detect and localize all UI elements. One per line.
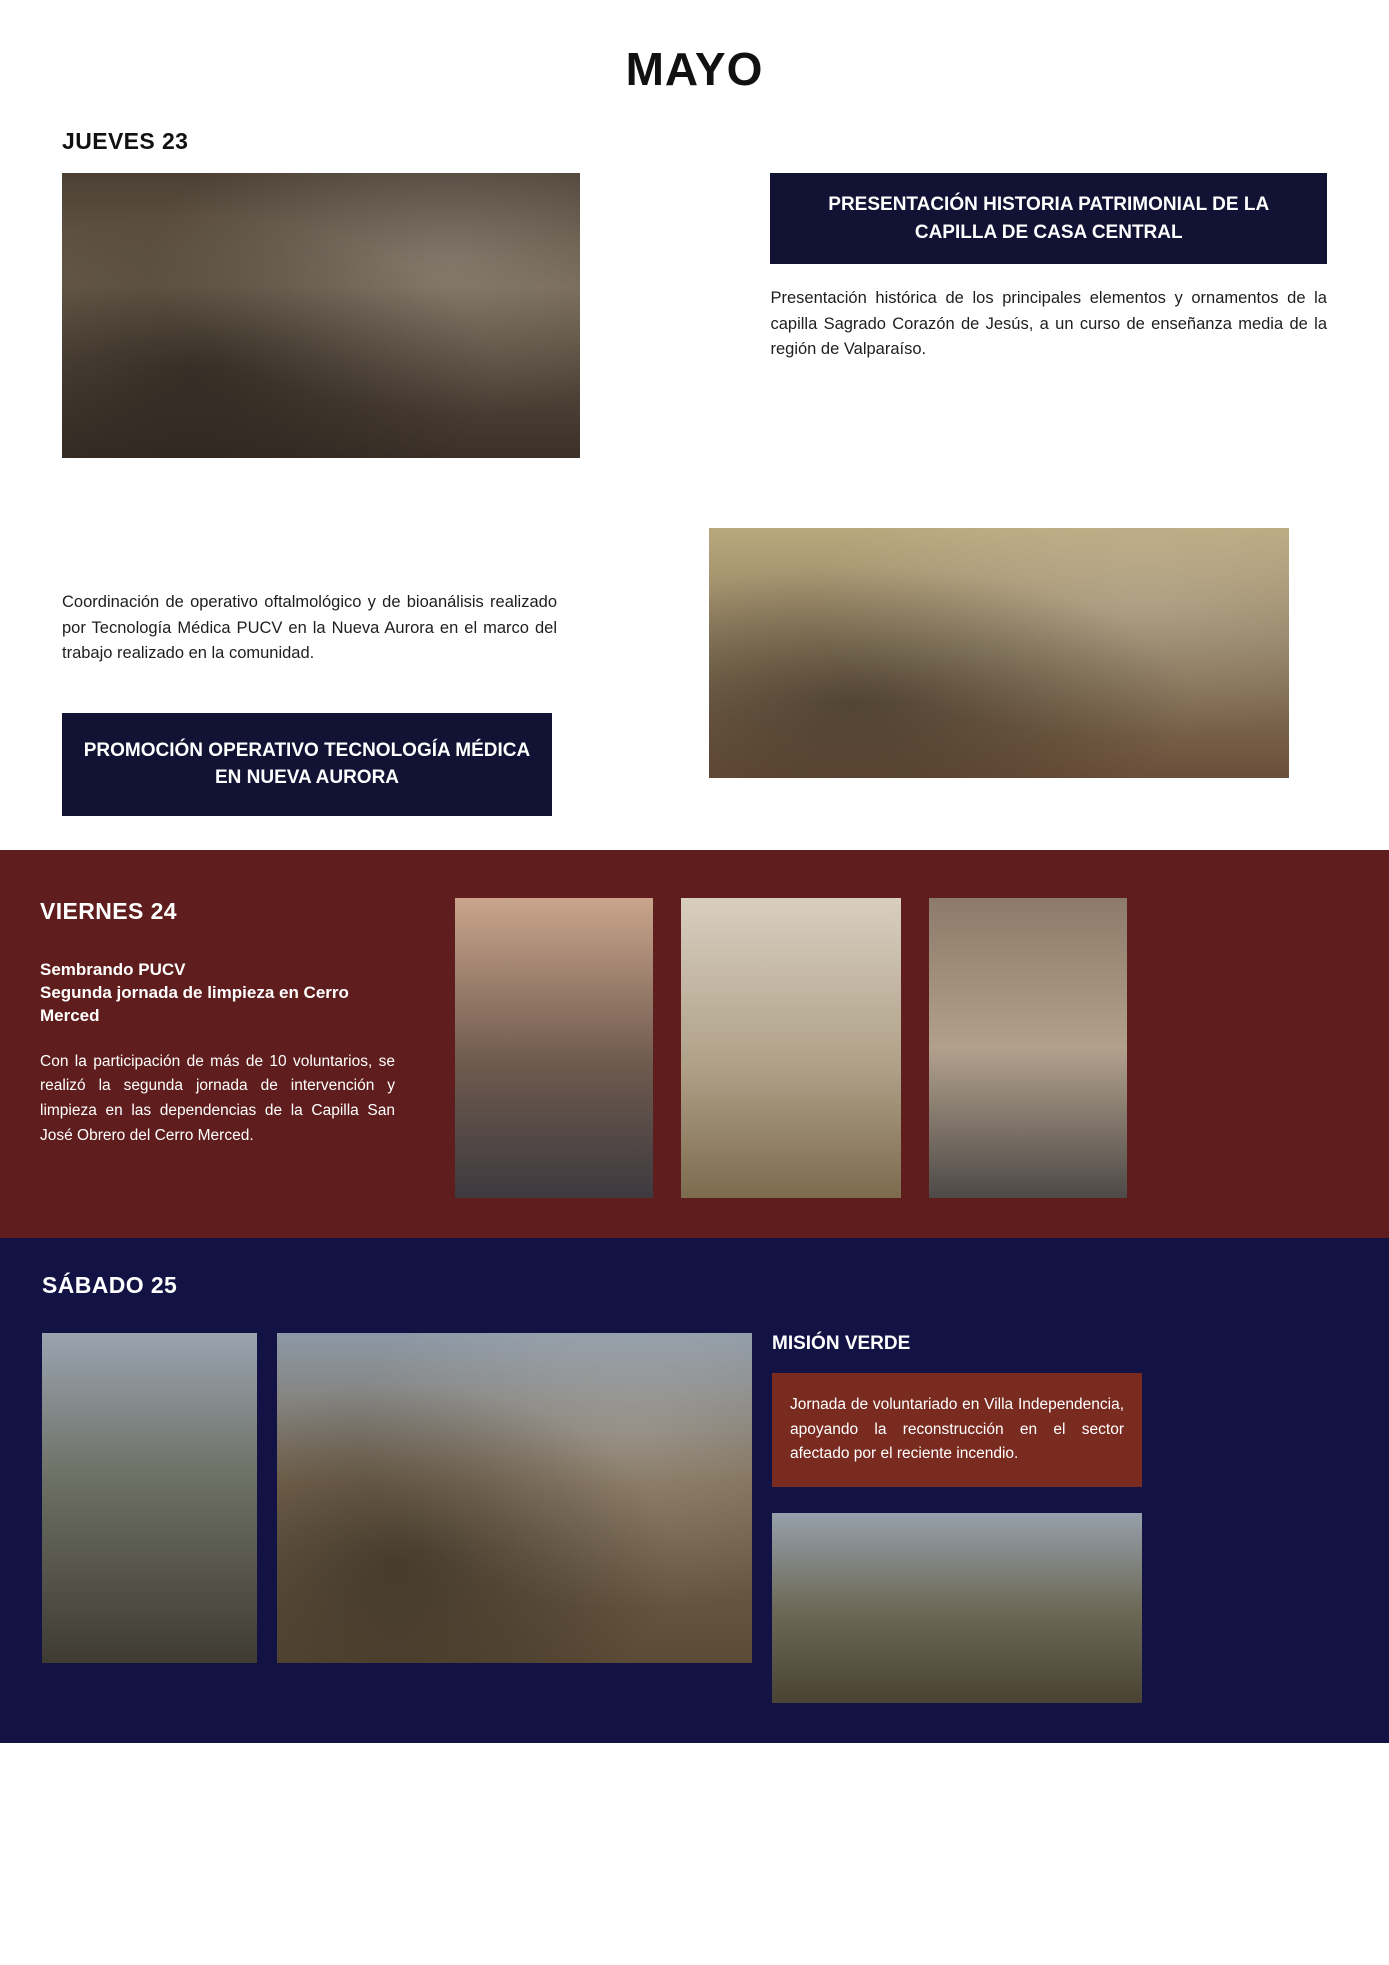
viernes-photo-row bbox=[455, 898, 1127, 1198]
jueves-row-bottom bbox=[62, 528, 1327, 816]
medical-operative-photo bbox=[709, 528, 1289, 778]
hillside-group-photo bbox=[42, 1333, 257, 1663]
paragraph-presentacion-historia: Presentación histórica de los principales elementos y ornamentos de la capilla Sagrado Corazón de Jesús, a un curso de enseñanza media de la región de Valparaíso. bbox=[770, 289, 1327, 359]
day-label-sabado: SÁBADO 25 bbox=[42, 1271, 178, 1298]
mision-verde-title: MISIÓN VERDE bbox=[772, 1332, 911, 1354]
paragraph-operativo-tecnologia: Coordinación de operativo oftalmológico y de bioanálisis realizado por Tecnología Médica PUCV en la Nueva Aurora en el marco del trabajo realizado en la comunidad. bbox=[62, 593, 557, 663]
chapel-presentation-photo bbox=[62, 173, 580, 458]
worker-hillside-photo bbox=[772, 1513, 1142, 1703]
day-label-jueves: JUEVES 23 bbox=[62, 128, 189, 154]
jueves-text-column bbox=[770, 173, 1327, 363]
jueves-row-top bbox=[62, 173, 1327, 458]
volunteer-digging-photo bbox=[681, 898, 901, 1198]
day-label-viernes: VIERNES 24 bbox=[40, 897, 177, 924]
hillside-wide-photo bbox=[277, 1333, 752, 1663]
sabado-content-row bbox=[42, 1333, 1347, 1703]
section-jueves-23 bbox=[0, 106, 1389, 816]
mision-verde-column bbox=[772, 1333, 1142, 1703]
section-viernes-24 bbox=[0, 850, 1389, 1238]
banner-presentacion-historia: PRESENTACIÓN HISTORIA PATRIMONIAL DE LA CAPILLA DE CASA CENTRAL bbox=[770, 173, 1327, 264]
three-volunteers-photo bbox=[929, 898, 1127, 1198]
viernes-subtitle-line-2: Segunda jornada de limpieza en Cerro Merced bbox=[40, 982, 349, 1025]
page-title: MAYO bbox=[625, 43, 764, 95]
jueves-bottom-text-column bbox=[62, 528, 557, 816]
section-sabado-25 bbox=[0, 1238, 1389, 1743]
viernes-subtitle-line-1: Sembrando PUCV bbox=[40, 959, 186, 979]
viernes-text-column bbox=[40, 898, 455, 1149]
volunteer-group-photo bbox=[455, 898, 653, 1198]
mision-verde-text: Jornada de voluntariado en Villa Independencia, apoyando la reconstrucción en el sector afectado por el reciente incendio. bbox=[772, 1373, 1142, 1487]
paragraph-cerro-merced: Con la participación de más de 10 voluntarios, se realizó la segunda jornada de intervención y limpieza en las dependencias de la Capilla San José Obrero del Cerro Merced. bbox=[40, 1052, 395, 1144]
banner-promocion-operativo: PROMOCIÓN OPERATIVO TECNOLOGÍA MÉDICA EN NUEVA AURORA bbox=[62, 713, 552, 816]
